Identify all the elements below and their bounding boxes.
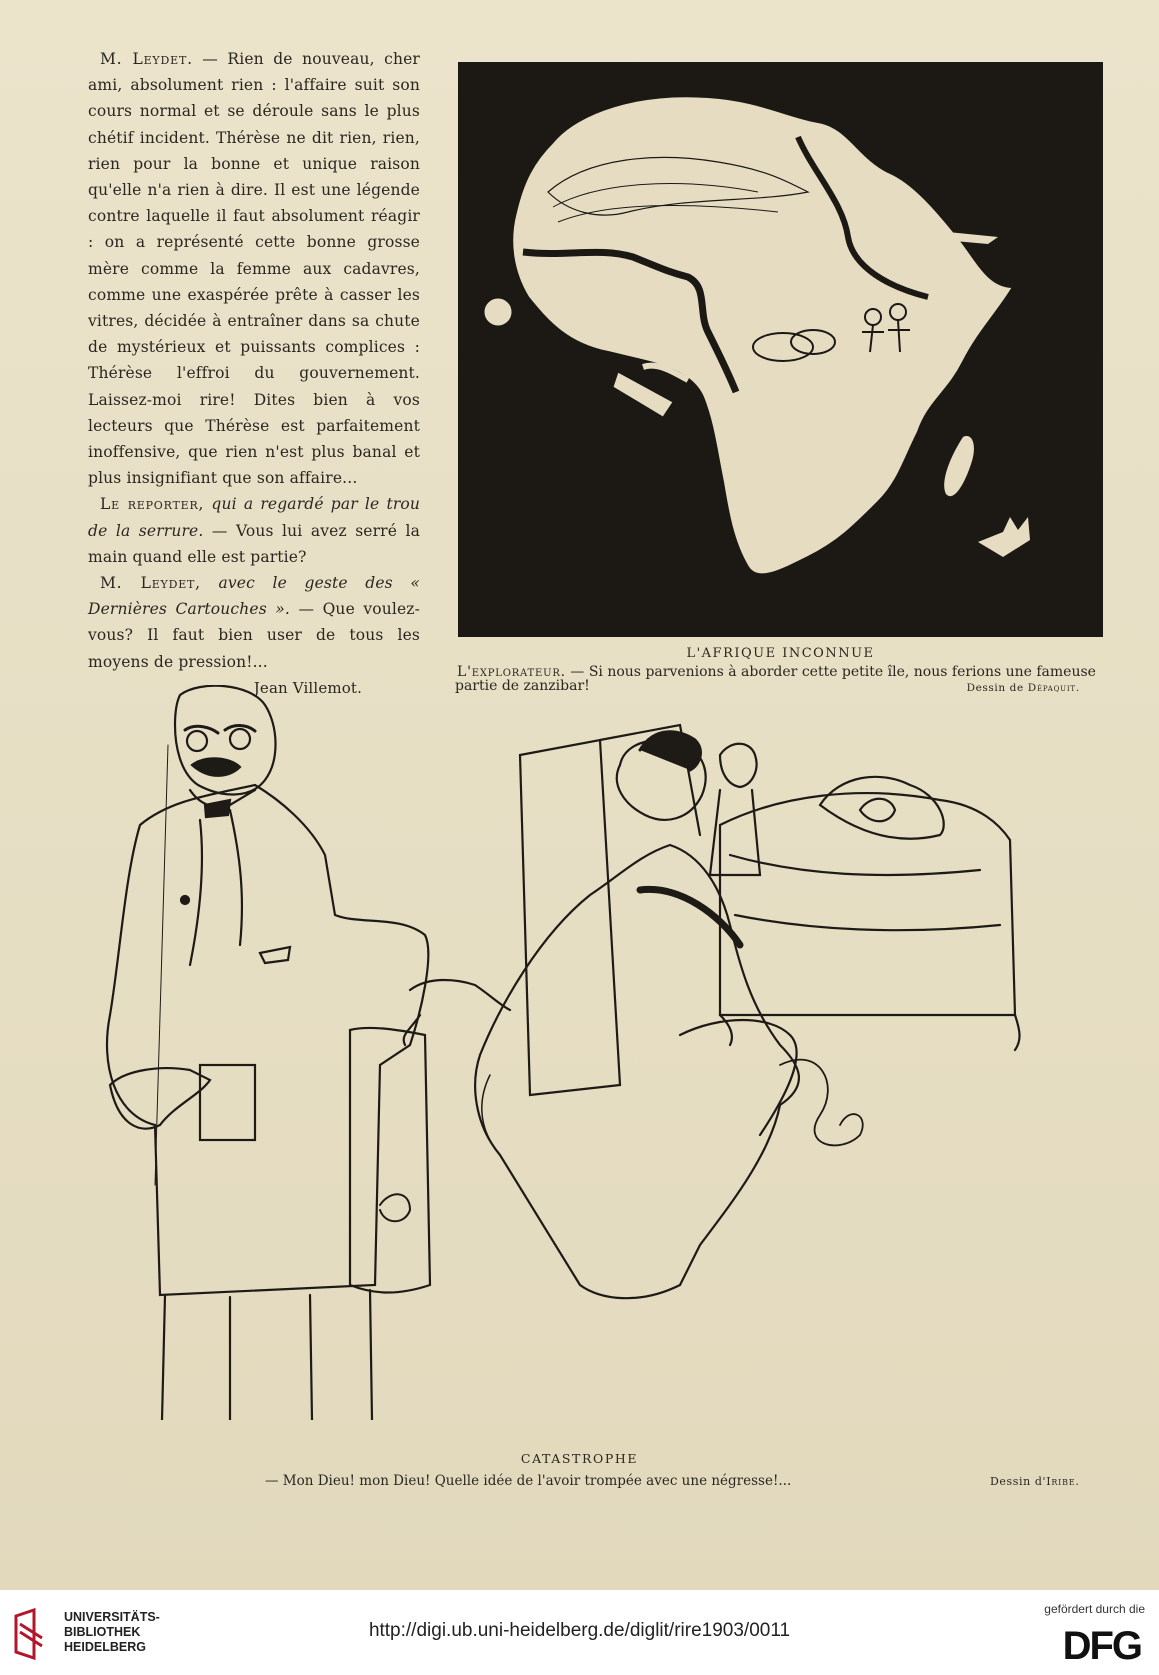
cartoon-caption: — Mon Dieu! mon Dieu! Quelle idée de l'avoir trompée avec une négresse!... xyxy=(265,1473,792,1489)
library-name-line-2: BIBLIOTHEK xyxy=(64,1625,141,1639)
paragraph-1 xyxy=(88,46,420,491)
gentleman-coat xyxy=(107,785,428,1295)
paragraph-2-text: — Vous lui avez serré la main quand elle est partie? xyxy=(88,521,421,566)
gentleman-hand xyxy=(110,1068,210,1128)
map-credit-artist: Dépaquit. xyxy=(1027,682,1080,694)
map-credit-prefix: Dessin de xyxy=(966,682,1028,694)
africa-map-drawing xyxy=(458,62,1103,637)
speaker-leydet: M. Leydet. xyxy=(100,50,193,68)
map-caption-speaker: L'explorateur. xyxy=(457,664,566,680)
article-text xyxy=(88,46,420,701)
article-signature: Jean Villemot. xyxy=(253,678,362,697)
cartoon-credit-prefix: Dessin d' xyxy=(990,1475,1047,1488)
cartoon-credit xyxy=(990,1475,1080,1488)
speaker-reporter: Le reporter, xyxy=(100,495,205,514)
paragraph-2 xyxy=(88,491,420,570)
cartoon-credit-artist: Iribe. xyxy=(1046,1475,1080,1488)
map-caption-text: — Si nous parvenions à aborder cette petite île, nous ferions une fameuse partie de zanzibar! xyxy=(455,664,1096,694)
cartoon-title: CATASTROPHE xyxy=(520,1451,639,1466)
gentleman-cuff xyxy=(200,1065,255,1140)
paragraph-1-text: — Rien de nouveau, cher ami, absolument rien : l'affaire suit son cours normal et se déroule sans le plus chétif incident. Thérèse ne dit rien, rien, rien pour la bonne et unique raison qu'elle n'a rien à dire. Il est une légende contre laquelle il faut absolument réagir : on a représenté cette bonne grosse mère comme la femme aux cadavres, comme une exaspérée prête à casser les vitres, décidée à entraîner dans sa chute de mystérieux et puissants complices : Thérèse l'effroi du gouvernement. Laissez-moi rire! Dites bien à vos lecteurs que Thérèse est parfaitement inoffensive, que rien n'est plus banal et plus insignifiant que son affaire... xyxy=(88,50,420,488)
library-name-line-1: UNIVERSITÄTS- xyxy=(64,1610,160,1624)
bed xyxy=(720,793,1015,1015)
speaker-leydet-2: M. Leydet, xyxy=(100,574,201,593)
africa-map-illustration xyxy=(458,62,1103,637)
funded-by-text: gefördert durch die xyxy=(1044,1602,1145,1616)
digitization-footer xyxy=(0,1590,1159,1675)
hanging-towel xyxy=(350,1028,430,1293)
gentleman-head xyxy=(175,686,276,795)
paragraph-3-text: — Que voulez-vous? Il faut bien user de tous les moyens de pression!... xyxy=(88,600,421,671)
dfg-logo: DFG xyxy=(1062,1624,1141,1668)
permalink-url[interactable]: http://digi.ub.uni-heidelberg.de/diglit/rire1903/0011 xyxy=(368,1620,791,1641)
paragraph-3 xyxy=(88,570,420,675)
stage-direction-reporter: qui a regardé par le trou de la serrure. xyxy=(88,495,420,540)
folding-screen xyxy=(520,740,620,1095)
catastrophe-cartoon xyxy=(80,685,1110,1420)
balloon xyxy=(484,298,512,326)
library-name-line-3: HEIDELBERG xyxy=(64,1640,146,1654)
map-title: L'AFRIQUE INCONNUE xyxy=(686,646,875,661)
stage-direction-leydet: avec le geste des « Dernières Cartouches ». xyxy=(88,574,420,619)
